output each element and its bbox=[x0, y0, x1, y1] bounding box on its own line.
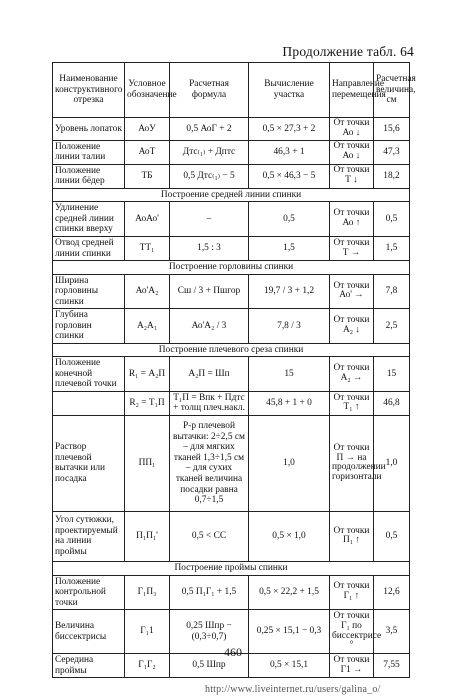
cell-direction: От точки Т ↓ bbox=[330, 164, 374, 188]
table-row bbox=[53, 274, 410, 309]
cell-value: 46,8 bbox=[374, 391, 410, 415]
table-header-row bbox=[53, 63, 410, 118]
cell-formula: 0,5 < СС bbox=[170, 511, 249, 561]
header-direction: Направление перемещения bbox=[330, 63, 374, 118]
header-formula: Расчетная формула bbox=[170, 63, 249, 118]
cell-symbol: ТТ₁ bbox=[125, 237, 170, 261]
table-row bbox=[53, 202, 410, 237]
section-title: Построение проймы спинки bbox=[53, 561, 410, 575]
section-title: Построение горловины спинки bbox=[53, 261, 410, 275]
cell-symbol: АоАо' bbox=[125, 202, 170, 237]
cell-formula: 0,5 АоГ + 2 bbox=[170, 118, 249, 141]
cell-formula: – bbox=[170, 202, 249, 237]
cell-direction: От точки Т₁ ↑ bbox=[330, 391, 374, 415]
section-row bbox=[53, 188, 410, 202]
cell-calculation: 45,8 + 1 + 0 bbox=[249, 391, 330, 415]
table-row bbox=[53, 140, 410, 164]
cell-formula: 0,5 Шпр bbox=[170, 654, 249, 678]
cell-formula: Р-р плечевой вытачки: 2÷2,5 см – для мягких тканей 1,3÷1,5 см – для сухих тканей величина посадки равна 0,7÷1,5 bbox=[170, 415, 249, 511]
cell-segment-name: Глубина горловин спинки bbox=[53, 309, 125, 344]
section-row bbox=[53, 343, 410, 357]
table-row bbox=[53, 118, 410, 141]
cell-segment-name: Положение контрольной точки bbox=[53, 575, 125, 610]
table-row bbox=[53, 309, 410, 344]
cell-direction: От точки А₂ → bbox=[330, 357, 374, 392]
table-row bbox=[53, 575, 410, 610]
section-title: Построение средней линии спинки bbox=[53, 188, 410, 202]
header-segment-name: Наименование конструктивного отрезка bbox=[53, 63, 125, 118]
cell-formula: 0,5 Дтс₍₁₎ − 5 bbox=[170, 164, 249, 188]
table-body bbox=[53, 118, 410, 678]
cell-value: 0,5 bbox=[374, 511, 410, 561]
cell-calculation: 0,5 × 15,1 bbox=[249, 654, 330, 678]
cell-formula: Т₁П = Впк + Пдтс + толщ плеч.накл. bbox=[170, 391, 249, 415]
cell-symbol: Г₁П₃ bbox=[125, 575, 170, 610]
cell-segment-name: Положение конечной плечевой точки bbox=[53, 357, 125, 392]
cell-calculation: 0,5 × 22,2 + 1,5 bbox=[249, 575, 330, 610]
cell-segment-name: Положение линии бёдер bbox=[53, 164, 125, 188]
header-symbol: Условное обозначение bbox=[125, 63, 170, 118]
cell-calculation: 1,0 bbox=[249, 415, 330, 511]
cell-value: 15 bbox=[374, 357, 410, 392]
cell-symbol: R₂ = Т₁П bbox=[125, 391, 170, 415]
watermark-url: http://www.liveinternet.ru/users/galina_o/ bbox=[205, 684, 381, 695]
cell-value: 7,55 bbox=[374, 654, 410, 678]
cell-calculation: 0,5 bbox=[249, 202, 330, 237]
cell-direction: От точки Г₁ ↑ bbox=[330, 575, 374, 610]
cell-formula: Дтс₍₁₎ + Дптс bbox=[170, 140, 249, 164]
cell-symbol: R₁ = А₂П bbox=[125, 357, 170, 392]
cell-formula: Сш / 3 + Пшгор bbox=[170, 274, 249, 309]
section-row bbox=[53, 561, 410, 575]
cell-value: 7,8 bbox=[374, 274, 410, 309]
table-row bbox=[53, 237, 410, 261]
table-row bbox=[53, 511, 410, 561]
cell-direction: От точки Г1 → bbox=[330, 654, 374, 678]
cell-formula: А₂П = Шп bbox=[170, 357, 249, 392]
cell-formula: Ао'А₂ / 3 bbox=[170, 309, 249, 344]
cell-segment-name: Положение линии талии bbox=[53, 140, 125, 164]
cell-calculation: 0,5 × 27,3 + 2 bbox=[249, 118, 330, 141]
cell-segment-name: Ширина горловины спинки bbox=[53, 274, 125, 309]
header-calculation: Вычисление участка bbox=[249, 63, 330, 118]
cell-calculation: 1,5 bbox=[249, 237, 330, 261]
cell-calculation: 15 bbox=[249, 357, 330, 392]
cell-symbol: ПП₁ bbox=[125, 415, 170, 511]
cell-direction: От точки Г₁ по биссектрисе ° bbox=[330, 610, 374, 654]
cell-symbol: А₂А₁ bbox=[125, 309, 170, 344]
cell-symbol: ТБ bbox=[125, 164, 170, 188]
table-row bbox=[53, 415, 410, 511]
cell-direction: От точки П₁ ↑ bbox=[330, 511, 374, 561]
cell-symbol: П₁П₁' bbox=[125, 511, 170, 561]
cell-symbol: Г₁Г₂ bbox=[125, 654, 170, 678]
cell-symbol: Г₁1 bbox=[125, 610, 170, 654]
cell-segment-name: Величина биссектрисы bbox=[53, 610, 125, 654]
cell-formula: 1,5 : 3 bbox=[170, 237, 249, 261]
cell-segment-name: Угол сутюжки, проектируемый на линии проймы bbox=[53, 511, 125, 561]
section-row bbox=[53, 261, 410, 275]
table-caption: Продолжение табл. 64 bbox=[282, 44, 414, 59]
table-row bbox=[53, 164, 410, 188]
cell-value: 1,0 bbox=[374, 415, 410, 511]
cell-segment-name: Середина проймы bbox=[53, 654, 125, 678]
cell-segment-name: Удлинение средней линии спинки вверху bbox=[53, 202, 125, 237]
page-number: 460 bbox=[224, 645, 242, 659]
cell-direction: От точки Ао' → bbox=[330, 274, 374, 309]
cell-symbol: Ао'А₂ bbox=[125, 274, 170, 309]
measurement-table bbox=[52, 62, 416, 678]
cell-value: 18,2 bbox=[374, 164, 410, 188]
table-row bbox=[53, 357, 410, 392]
cell-value: 0,5 bbox=[374, 202, 410, 237]
cell-segment-name: Раствор плечевой вытачки или посадка bbox=[53, 415, 125, 511]
cell-formula: 0,5 П₁Г₁ + 1,5 bbox=[170, 575, 249, 610]
table-row bbox=[53, 391, 410, 415]
cell-direction: От точки Ао ↓ bbox=[330, 118, 374, 141]
cell-formula: 0,25 Шпр − (0,3÷0,7) bbox=[170, 610, 249, 654]
cell-direction: От точки Т → bbox=[330, 237, 374, 261]
cell-segment-name bbox=[53, 391, 125, 415]
cell-value: 1,5 bbox=[374, 237, 410, 261]
cell-direction: От точки А₂ ↓ bbox=[330, 309, 374, 344]
section-title: Построение плечевого среза спинки bbox=[53, 343, 410, 357]
cell-calculation: 19,7 / 3 + 1,2 bbox=[249, 274, 330, 309]
cell-symbol: АоТ bbox=[125, 140, 170, 164]
cell-segment-name: Уровень лопаток bbox=[53, 118, 125, 141]
cell-value: 3,5 bbox=[374, 610, 410, 654]
header-value: Расчетная величина, см bbox=[374, 63, 410, 118]
cell-segment-name: Отвод средней линии спинки bbox=[53, 237, 125, 261]
cell-symbol: АоУ bbox=[125, 118, 170, 141]
cell-value: 15,6 bbox=[374, 118, 410, 141]
cell-calculation: 0,5 × 46,3 − 5 bbox=[249, 164, 330, 188]
cell-direction: От точки П → на продолжении горизонтали bbox=[330, 415, 374, 511]
cell-value: 12,6 bbox=[374, 575, 410, 610]
cell-direction: От точки Ао ↑ bbox=[330, 202, 374, 237]
cell-value: 47,3 bbox=[374, 140, 410, 164]
cell-calculation: 0,25 × 15,1 − 0,3 bbox=[249, 610, 330, 654]
cell-direction: От точки Ао ↓ bbox=[330, 140, 374, 164]
cell-calculation: 46,3 + 1 bbox=[249, 140, 330, 164]
cell-calculation: 0,5 × 1,0 bbox=[249, 511, 330, 561]
cell-value: 2,5 bbox=[374, 309, 410, 344]
cell-calculation: 7,8 / 3 bbox=[249, 309, 330, 344]
